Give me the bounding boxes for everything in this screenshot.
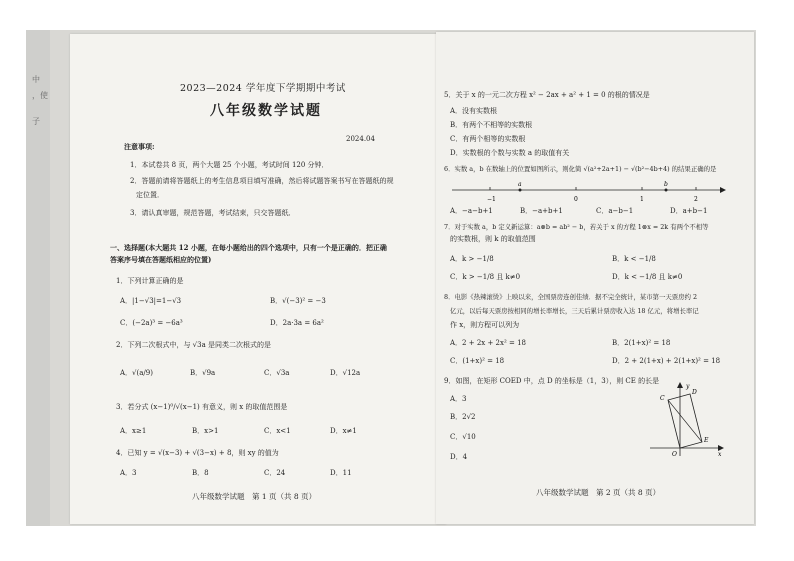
exam-page-1 [70, 34, 446, 524]
question-stem: 亿元，以后每天票房按相同的增长率增长，三天后累计票房收入达 18 亿元，将增长率记 [450, 307, 699, 315]
edge-text: 子 [32, 117, 40, 126]
option-c: C．a−b−1 [596, 207, 634, 215]
rectangle-figure [646, 382, 726, 460]
edge-text: 中 [32, 75, 40, 84]
notice-item: 定位置． [136, 191, 164, 199]
option-c: C．有两个相等的实数根 [450, 135, 526, 143]
option-b: B．有两个不相等的实数根 [450, 121, 533, 129]
option-c: C．(1+x)² = 18 [450, 357, 505, 365]
notice-item: 1．本试卷共 8 页，两个大题 25 个小题，考试时间 120 分钟． [130, 161, 329, 169]
option-a: A．x≥1 [120, 427, 147, 435]
option-a: A．−a−b+1 [450, 207, 493, 215]
point-label: a [518, 181, 522, 188]
question-stem: 9．如图，在矩形 COED 中，点 D 的坐标是（1，3），则 CE 的长是 [444, 377, 660, 385]
option-d: D．11 [330, 469, 352, 477]
axis-label: y [686, 383, 690, 390]
question-stem: 5．关于 x 的一元二次方程 x² − 2ax + a² + 1 = 0 的根的情况是 [444, 91, 650, 99]
exam-year-title: 2023—2024 学年度下学期期中考试 [180, 83, 346, 94]
tick-label: 2 [694, 196, 698, 203]
point-label: C [660, 395, 665, 402]
document-photo [26, 30, 756, 526]
notice-item: 3．请认真审题，规范答题，考试结束，只交答题纸． [130, 209, 296, 217]
point-label: b [664, 181, 668, 188]
notice-title: 注意事项: [124, 142, 155, 151]
option-d: D．√12a [330, 369, 361, 377]
edge-text: ，使 [32, 91, 48, 100]
option-d: D．4 [450, 453, 468, 461]
option-a: A．|1−√3|=1−√3 [120, 297, 182, 305]
tick-label: 0 [574, 196, 578, 203]
option-b: B．k < −1/8 [612, 255, 656, 263]
question-stem: 3．若分式 (x−1)⁰/√(x−1) 有意义，则 x 的取值范围是 [116, 403, 288, 411]
option-c: C．√10 [450, 433, 476, 441]
option-c: C．(−2a)³ = −6a³ [120, 319, 183, 327]
page-footer: 八年级数学试题 第 2 页（共 8 页） [536, 488, 661, 497]
option-d: D．2 + 2(1+x) + 2(1+x)² = 18 [612, 357, 721, 365]
exam-date: 2024.04 [346, 135, 375, 143]
adjacent-page-edge [26, 30, 50, 526]
question-stem: 2．下列二次根式中，与 √3a 是同类二次根式的是 [116, 341, 271, 349]
question-stem: 1．下列计算正确的是 [116, 277, 184, 285]
option-b: B．−a+b+1 [520, 207, 563, 215]
option-a: A．2 + 2x + 2x² = 18 [450, 339, 526, 347]
page-footer: 八年级数学试题 第 1 页（共 8 页） [192, 492, 317, 501]
option-b: B．2√2 [450, 413, 476, 421]
question-stem: 的实数根，则 k 的取值范围 [450, 235, 536, 243]
option-c: C．x<1 [264, 427, 291, 435]
option-c: C．√3a [264, 369, 290, 377]
question-stem: 6．实数 a，b 在数轴上的位置如图所示，则化简 √(a²+2a+1) − √(b²−4b+4) 的结果正确的是 [444, 165, 717, 173]
option-a: A．√(a/9) [120, 369, 153, 377]
exam-page-2 [436, 32, 754, 524]
option-c: C．24 [264, 469, 286, 477]
question-stem: 4．已知 y = √(x−3) + √(3−x) + 8，则 xy 的值为 [116, 449, 279, 457]
number-line-figure [450, 178, 726, 204]
tick-label: 1 [640, 196, 644, 203]
option-a: A．k > −1/8 [450, 255, 494, 263]
notice-item: 2．答题前请将答题纸上的考生信息项目填写准确，然后将试题答案书写在答题纸的规 [130, 177, 394, 185]
option-b: B．2(1+x)² = 18 [612, 339, 671, 347]
point-label: E [704, 437, 709, 444]
option-a: A．3 [120, 469, 137, 477]
exam-main-title: 八年级数学试题 [210, 103, 322, 119]
option-b: B．x>1 [192, 427, 219, 435]
section-heading: 答案序号填在答题纸相应的位置) [110, 255, 212, 264]
option-b: B．8 [192, 469, 209, 477]
option-b: B．√9a [190, 369, 216, 377]
axis-label: x [718, 451, 722, 458]
point-label: O [672, 451, 677, 458]
option-a: A．没有实数根 [450, 107, 498, 115]
option-c: C．k > −1/8 且 k≠0 [450, 273, 521, 281]
question-stem: 作 x，则方程可以列为 [450, 321, 520, 329]
option-d: D．x≠1 [330, 427, 357, 435]
point-label: D [692, 389, 697, 396]
option-d: D．2a·3a = 6a² [270, 319, 324, 327]
tick-label: −1 [487, 196, 496, 203]
option-a: A．3 [450, 395, 467, 403]
section-heading: 一、选择题(本大题共 12 小题，在每小题给出的四个选项中，只有一个是正确的．把正确 [110, 243, 387, 252]
question-stem: 7．对于实数 a，b 定义新运算：a⊗b = ab² − b，若关于 x 的方程 1⊗x = 2k 有两个不相等 [444, 223, 709, 231]
option-d: D．a+b−1 [670, 207, 708, 215]
option-b: B．√(−3)² = −3 [270, 297, 326, 305]
option-d: D．k < −1/8 且 k≠0 [612, 273, 683, 281]
question-stem: 8．电影《热辣滚烫》上映以来，全国票房连创佳绩．据不完全统计，某市第一天票房约 2 [444, 293, 698, 301]
option-d: D．实数根的个数与实数 a 的取值有关 [450, 149, 570, 157]
